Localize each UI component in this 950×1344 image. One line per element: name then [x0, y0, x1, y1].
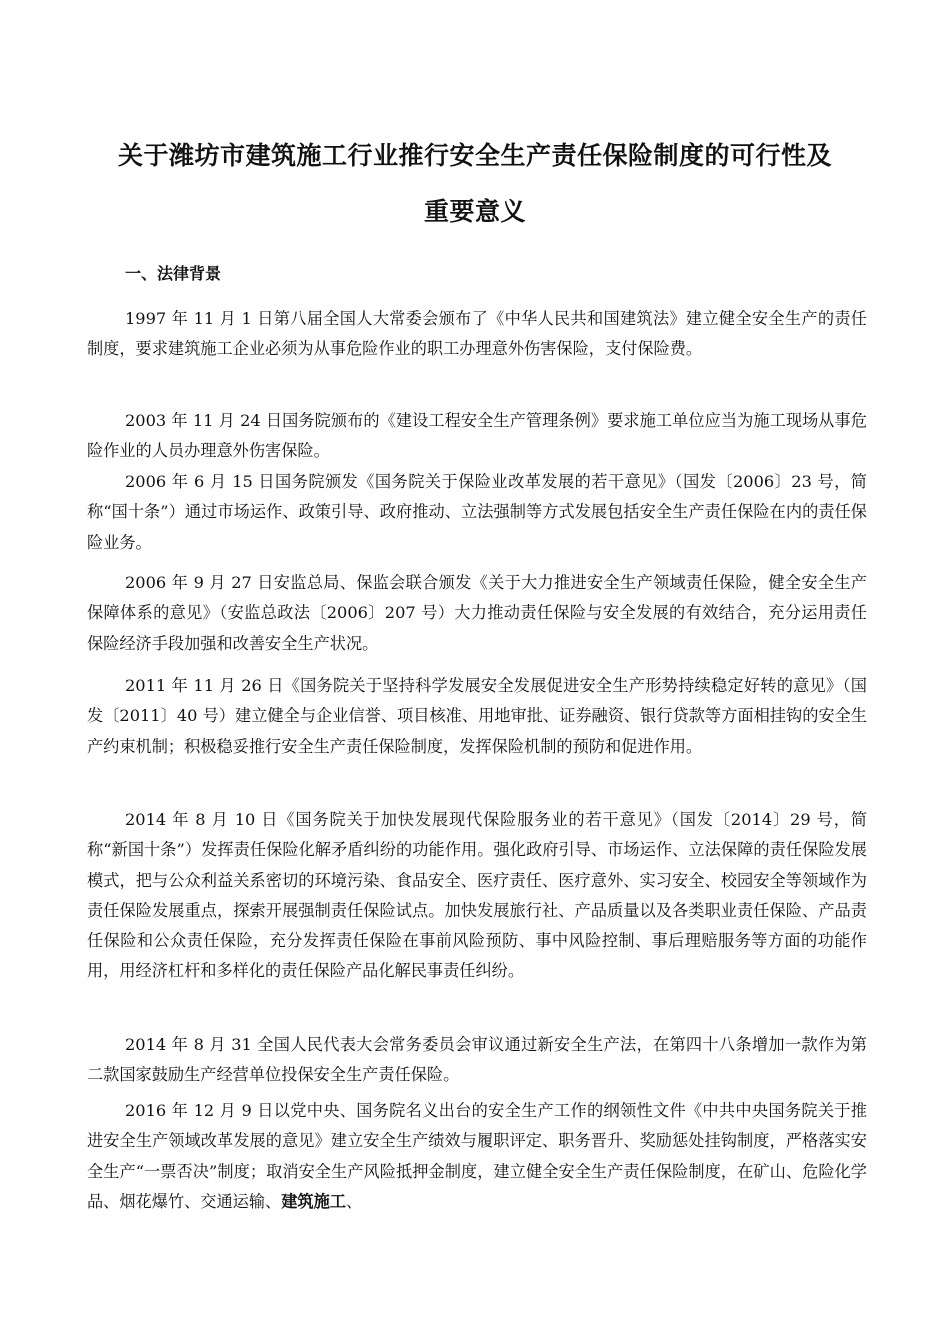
paragraph-2011: 2011 年 11 月 26 日《国务院关于坚持科学发展安全发展促进安全生产形势持续稳定好转的意见》（国发〔2011〕40 号）建立健全与企业信誉、项目核准、用地审批、证券融资、银行贷款等方面相挂钩的安全生产约束机制；积极稳妥推行安全生产责任保险制度，发挥保险机制的预防和促进作用。 [87, 676, 867, 756]
paragraph-2003: 2003 年 11 月 24 日国务院颁布的《建设工程安全生产管理条例》要求施工单位应当为施工现场从事危险作业的人员办理意外伤害保险。 [87, 411, 867, 461]
paragraph-2014-august-10: 2014 年 8 月 10 日《国务院关于加快发展现代保险服务业的若干意见》（国发〔2014〕29 号，简称“新国十条”）发挥责任保险化解矛盾纠纷的功能作用。强化政府引导、市场运作、立法保障的责任保险发展模式，把与公众利益关系密切的环境污染、食品安全、医疗责任、医疗意外、实习安全、校园安全等领域作为责任保险发展重点，探索开展强制责任保险试点。加快发展旅行社、产品质量以及各类职业责任保险、产品责任保险和公众责任保险，充分发挥责任保险在事前风险预防、事中风险控制、事后理赔服务等方面的功能作用，用经济杠杆和多样化的责任保险产品化解民事责任纠纷。 [87, 810, 867, 981]
paragraph-1997: 1997 年 11 月 1 日第八届全国人大常委会颁布了《中华人民共和国建筑法》建立健全安全生产的责任制度，要求建筑施工企业必须为从事危险作业的职工办理意外伤害保险，支付保险费。 [87, 309, 867, 359]
paragraph-2016-tail: 、 [346, 1191, 363, 1211]
paragraph-2016-text: 2016 年 12 月 9 日以党中央、国务院名义出台的安全生产工作的纲领性文件《中共中央国务院关于推进安全生产领域改革发展的意见》建立安全生产绩效与履职评定、职务晋升、奖励惩处挂钩制度，严格落实安全生产“一票否决”制度；取消安全生产风险抵押金制度，建立健全安全生产责任保险制度，在矿山、危险化学品、烟花爆竹、交通运输、 [87, 1101, 867, 1211]
paragraph-2014-august-31: 2014 年 8 月 31 全国人民代表大会常务委员会审议通过新安全生产法，在第四十八条增加一款作为第二款国家鼓励生产经营单位投保安全生产责任保险。 [87, 1035, 867, 1085]
paragraph-2016 [87, 1096, 867, 1217]
title-line-1: 关于潍坊市建筑施工行业推行安全生产责任保险制度的可行性及 [117, 141, 832, 170]
paragraph-2006-september: 2006 年 9 月 27 日安监总局、保监会联合颁发《关于大力推进安全生产领域责任保险，健全安全生产保障体系的意见》（安监总政法〔2006〕207 号）大力推动责任保险与安全发展的有效结合，充分运用责任保险经济手段加强和改善安全生产状况。 [87, 573, 867, 653]
document-title [60, 128, 890, 240]
section-heading: 一、法律背景 [125, 264, 222, 283]
paragraph-2016-bold-term: 建筑施工 [281, 1191, 346, 1211]
paragraph-2006-june: 2006 年 6 月 15 日国务院颁发《国务院关于保险业改革发展的若干意见》（国发〔2006〕23 号，简称“国十条”）通过市场运作、政策引导、政府推动、立法强制等方式发展包括安全生产责任保险在内的责任保险业务。 [87, 472, 867, 552]
title-line-2: 重要意义 [423, 197, 526, 226]
